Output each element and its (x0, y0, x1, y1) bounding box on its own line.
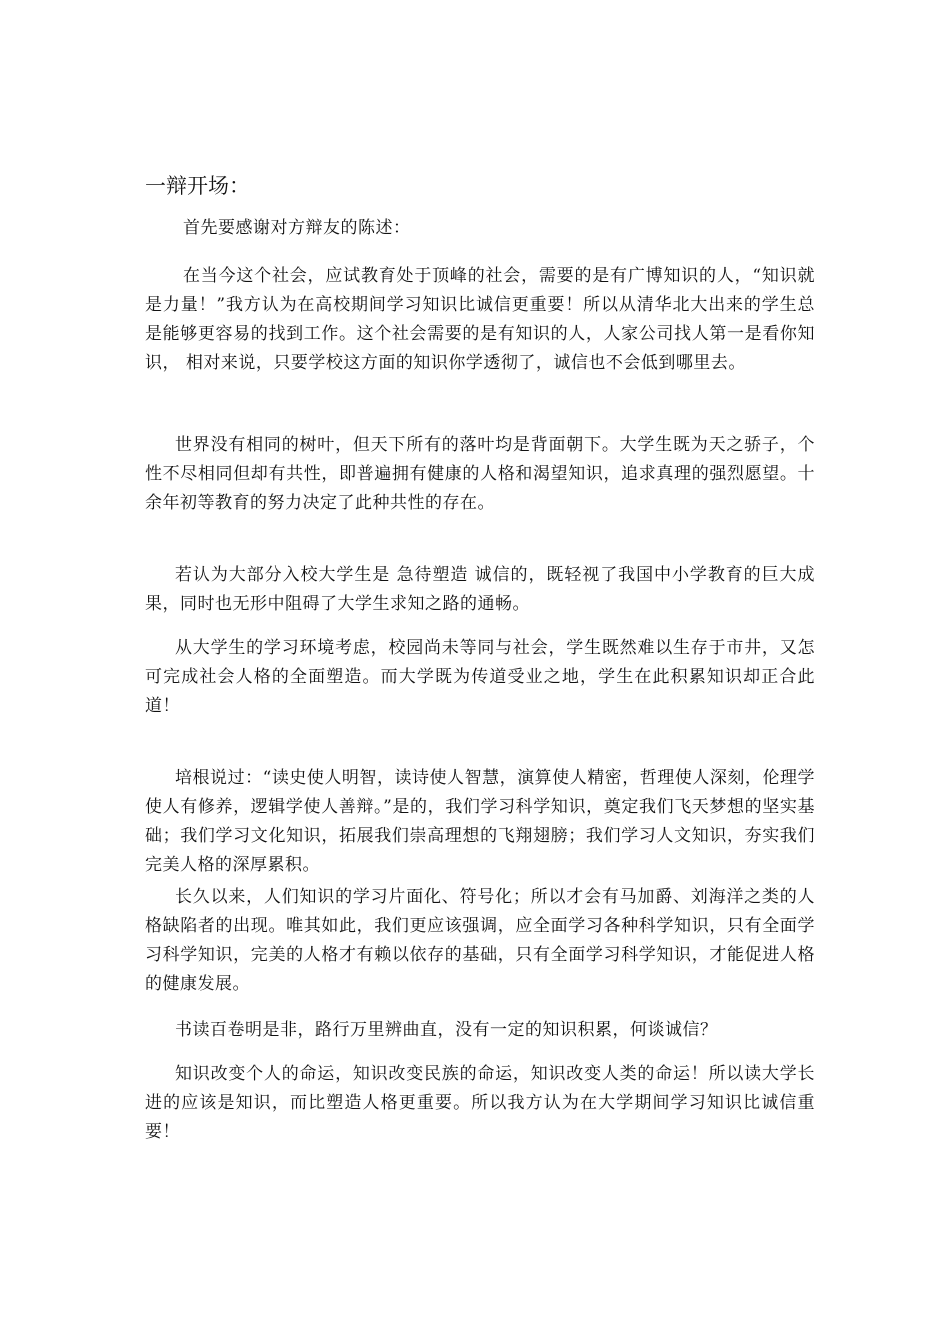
paragraph-longtime: 长久以来，人们知识的学习片面化、符号化；所以才会有马加爵、刘海洋之类的人格缺陷者的出现。唯其如此，我们更应该强调，应全面学习各种科学知识，只有全面学习科学知识，完美的人格才有赖以依存的基础，只有全面学习科学知识，才能促进人格的健康发展。 (145, 887, 815, 994)
paragraph-society: 在当今这个社会，应试教育处于顶峰的社会，需要的是有广博知识的人，“知识就是力量！”我方认为在高校期间学习知识比诚信更重要！所以从清华北大出来的学生总是能够更容易的找到工作。这个社会需要的是有知识的人，人家公司找人第一是看你知识， 相对来说，只要学校这方面的知识你学透彻了，诚信也不会低到哪里去。 (145, 266, 815, 373)
paragraph-leaves: 世界没有相同的树叶，但天下所有的落叶均是背面朝下。大学生既为天之骄子，个性不尽相同但却有共性，即普遍拥有健康的人格和渴望知识，追求真理的强烈愿望。十余年初等教育的努力决定了此种共性的存在。 (145, 435, 815, 513)
section-heading: 一辩开场： (145, 174, 250, 198)
paragraph-environment: 从大学生的学习环境考虑，校园尚未等同与社会，学生既然难以生存于市井，又怎可完成社会人格的全面塑造。而大学既为传道受业之地，学生在此积累知识却正合此道！ (145, 638, 815, 716)
paragraph-bacon: 培根说过：“读史使人明智，读诗使人智慧，演算使人精密，哲理使人深刻，伦理学使人有修养，逻辑学使人善辩。”是的，我们学习科学知识，奠定我们飞天梦想的坚实基础；我们学习文化知识，拓展我们崇高理想的飞翔翅膀；我们学习人文知识，夯实我们完美人格的深厚累积。 (145, 768, 815, 875)
paragraph-conclusion: 知识改变个人的命运，知识改变民族的命运，知识改变人类的命运！所以读大学长进的应该是知识，而比塑造人格更重要。所以我方认为在大学期间学习知识比诚信重要！ (145, 1064, 815, 1142)
paragraph-shaping: 若认为大部分入校大学生是 急待塑造 诚信的，既轻视了我国中小学教育的巨大成果，同时也无形中阻碍了大学生求知之路的通畅。 (145, 565, 815, 614)
paragraph-reading: 书读百卷明是非，路行万里辨曲直，没有一定的知识积累，何谈诚信？ (175, 1020, 718, 1040)
paragraph-thanks: 首先要感谢对方辩友的陈述： (183, 218, 411, 238)
